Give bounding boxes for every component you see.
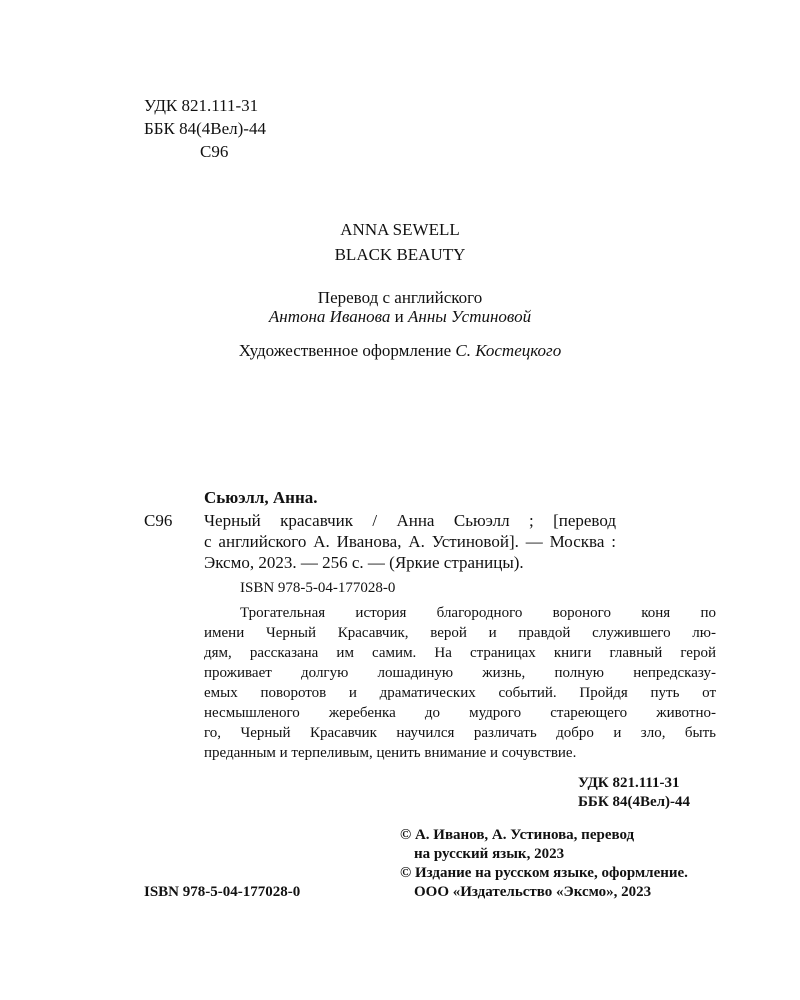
annotation-line: го, Черный Красавчик научился различать добро и зло, быть <box>204 725 716 741</box>
annotation-line: имени Черный Красавчик, верой и правдой служившего лю- <box>204 625 716 641</box>
catalog-description-line: Черный красавчик / Анна Сьюэлл ; [перевод <box>204 511 616 530</box>
translator-name: Анны Устиновой <box>408 307 532 326</box>
design-credit <box>0 341 800 361</box>
annotation-line: несмышленого жеребенка до мудрого стареющего животно- <box>204 705 716 721</box>
catalog-description-line: Эксмо, 2023. — 256 с. — (Яркие страницы). <box>204 553 524 572</box>
original-title: BLACK BEAUTY <box>334 245 466 264</box>
catalog-author-heading: Сьюэлл, Анна. <box>204 488 318 507</box>
annotation-line: Трогательная история благородного вороного коня по <box>240 605 716 621</box>
catalog-bbk: ББК 84(4Вел)-44 <box>578 794 691 810</box>
catalog-isbn: ISBN 978-5-04-177028-0 <box>240 580 396 596</box>
catalog-description-line: с английского А. Иванова, А. Устиновой]. — Москва : <box>204 532 616 551</box>
catalog-code: С96 <box>144 511 173 530</box>
copyright-line: © Издание на русском языке, оформление. <box>400 865 688 881</box>
annotation-line: преданным и терпеливым, ценить внимание и сочувствие. <box>204 745 577 761</box>
udk-code: УДК 821.111-31 <box>144 96 259 115</box>
design-label: Художественное оформление <box>238 341 456 360</box>
copyright-line: ООО «Издательство «Эксмо», 2023 <box>414 884 652 900</box>
catalog-udk: УДК 821.111-31 <box>578 775 680 791</box>
author-sign: С96 <box>200 142 229 161</box>
translation-label: Перевод с английского <box>317 288 483 307</box>
copyright-line: на русский язык, 2023 <box>414 846 565 862</box>
designer-name: С. Костецкого <box>455 341 562 360</box>
annotation-line: проживает долгую лошадиную жизнь, полную непредсказу- <box>204 665 716 681</box>
translators-line <box>0 307 800 327</box>
bbk-code: ББК 84(4Вел)-44 <box>144 119 266 138</box>
copyright-line: © А. Иванов, А. Устинова, перевод <box>400 827 635 843</box>
translator-name: Антона Иванова <box>268 307 391 326</box>
original-author: ANNA SEWELL <box>340 220 460 239</box>
annotation-line: емых поворотов и драматических событий. Пройдя путь от <box>204 685 716 701</box>
footer-isbn: ISBN 978-5-04-177028-0 <box>144 884 301 900</box>
translator-conjunction: и <box>390 307 409 326</box>
annotation-line: дям, рассказана им самим. На страницах книги главный герой <box>204 645 716 661</box>
